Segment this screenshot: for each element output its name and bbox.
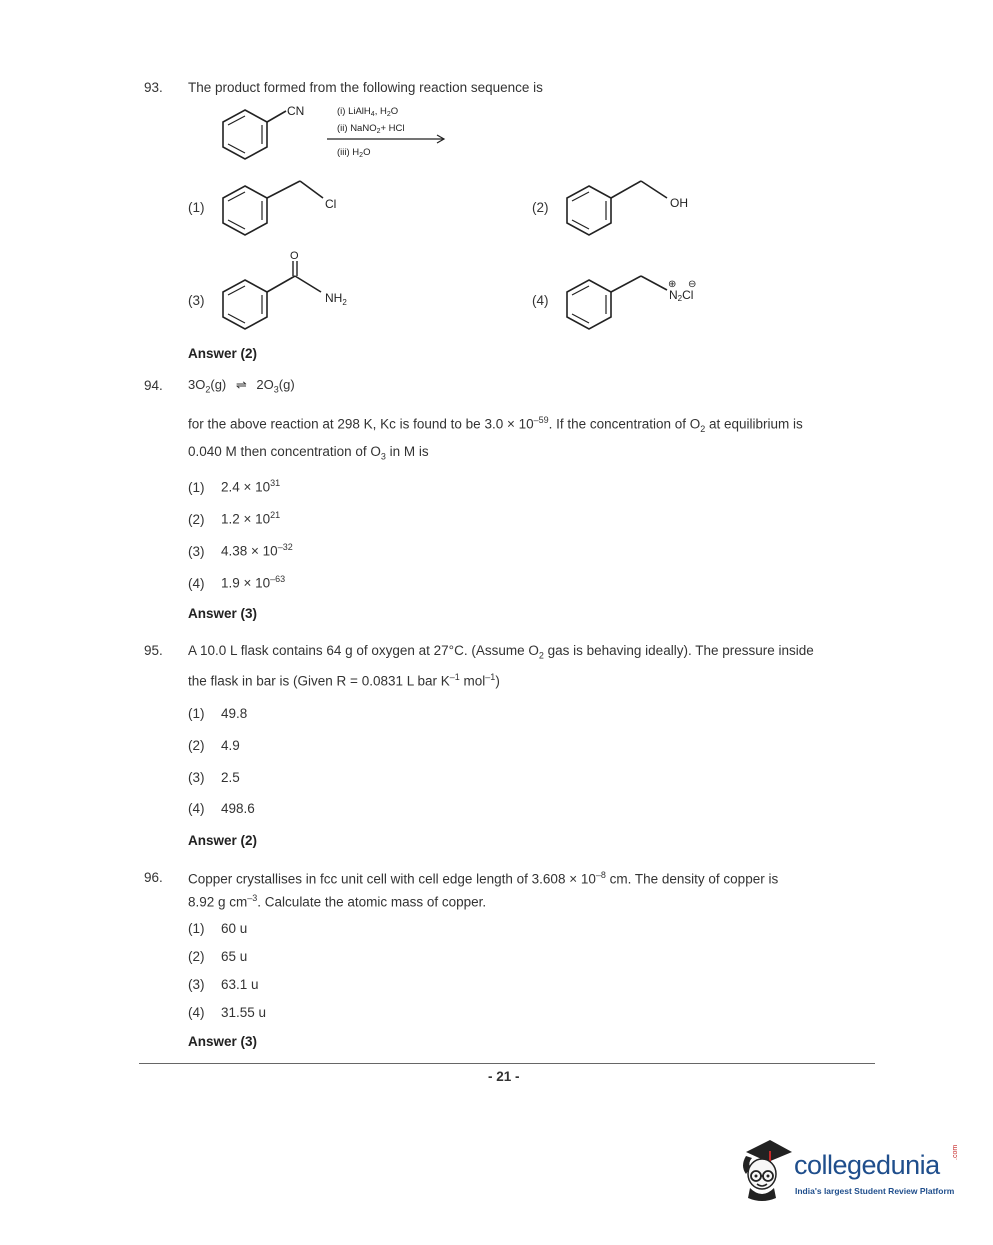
q95-option-2: (2) 4.9 — [188, 738, 240, 753]
q93-reaction-scheme — [210, 100, 470, 170]
q95-line-1: A 10.0 L flask contains 64 g of oxygen at 27°C. (Assume $O_2$ gas is behaving ideally). The pressure inside — [188, 643, 814, 661]
q96-option-2: (2) 65 u — [188, 949, 248, 964]
condition-1: (i) LiAlH — [337, 106, 371, 117]
svg-text:(iii) H2O: (iii) $H_2O$ — [337, 147, 371, 159]
q94-option-3: (3) $4.38 \times 10^{-32}$ — [188, 542, 293, 559]
option-4-charge-minus: ⊖ — [688, 279, 697, 290]
option-3-group: NH — [325, 291, 343, 305]
q93-option-1-label: (1) — [188, 200, 205, 215]
q95-number: 95. — [144, 643, 163, 658]
q95-option-4: (4) 498.6 — [188, 801, 255, 816]
q95-answer: Answer (2) — [188, 833, 258, 848]
equilibrium-arrow: ⇌ — [235, 377, 247, 392]
q93-option-2-label: (2) — [532, 200, 549, 215]
page-number: - 21 - — [488, 1069, 520, 1084]
q93-option-3-label: (3) — [188, 293, 205, 308]
q93-option-2-structure — [559, 178, 699, 243]
q93-option-3-structure — [215, 245, 365, 340]
collegedunia-mascot-icon — [736, 1138, 794, 1204]
q94-number: 94. — [144, 378, 163, 393]
svg-text:N2Cl: N2Cl — [669, 288, 694, 303]
condition-2: (ii) NaNO — [337, 123, 377, 134]
q95-option-3: (3) 2.5 — [188, 770, 240, 785]
q96-line-2: 8.92 g $cm^{-3}$. Calculate the atomic mass of copper. — [188, 893, 487, 910]
q96-option-1: (1) 60 u — [188, 921, 248, 936]
brand-name: collegedunia — [794, 1150, 940, 1180]
q94-option-1: (1) $2.4 \times 10^{31}$ — [188, 478, 281, 495]
svg-text:NH2: $NH_2$ — [325, 291, 347, 307]
q93-answer: Answer (2) — [188, 346, 258, 361]
q94-equation: $3O_2(g)$ ⇌ $2O_3(g)$ — [188, 377, 295, 395]
q96-line-1: Copper crystallises in fcc unit cell with cell edge length of $3.608 \times 10^{-8}$ cm. The density of copper is — [188, 870, 779, 887]
brand-tagline: India's largest Student Review Platform — [795, 1186, 955, 1196]
q96-option-3: (3) 63.1 u — [188, 977, 259, 992]
svg-text:(ii) NaNO2+ HCl: (ii) NaNO$_2$+ HCl — [337, 123, 405, 135]
q93-option-4-label: (4) — [532, 293, 549, 308]
q94-line-2: 0.040 M then concentration of $O_3$ in M is — [188, 444, 429, 462]
option-2-group: OH — [670, 196, 688, 210]
q93-option-1-structure — [215, 178, 355, 243]
option-3-carbonyl: O — [290, 250, 299, 262]
q96-number: 96. — [144, 870, 163, 885]
benzene-ring-reactant — [223, 110, 267, 159]
q93-number: 93. — [144, 80, 163, 95]
q94-line-1: for the above reaction at 298 K, Kc is found to be $3.0 \times 10^{-59}$. If the concentration of $O_2$ at equilibrium is — [188, 415, 803, 435]
reactant-group: CN — [287, 104, 305, 118]
q94-option-4: (4) $1.9 \times 10^{-63}$ — [188, 574, 286, 591]
q93-option-4-structure — [559, 270, 709, 340]
q94-answer: Answer (3) — [188, 606, 258, 621]
option-4-group: N — [669, 288, 678, 302]
q95-line-2: the flask in bar is (Given R = 0.0831 L bar $K^{-1}$ mol$^{-1}$) — [188, 672, 500, 689]
q95-option-1: (1) 49.8 — [188, 706, 248, 721]
footer-divider — [139, 1063, 875, 1064]
q93-text: The product formed from the following reaction sequence is — [188, 80, 543, 95]
q96-option-4: (4) 31.55 u — [188, 1005, 267, 1020]
condition-3: (iii) H — [337, 147, 360, 158]
q94-option-2: (2) $1.2 \times 10^{21}$ — [188, 510, 281, 527]
q96-answer: Answer (3) — [188, 1034, 258, 1049]
option-1-group: Cl — [325, 197, 337, 211]
svg-text:(i) LiAlH4, H2O: (i) LiAlH$_4$, $H_2O$ — [337, 106, 399, 118]
option-4-charge-plus: ⊕ — [668, 279, 677, 290]
brand-suffix: .com — [952, 1144, 959, 1160]
